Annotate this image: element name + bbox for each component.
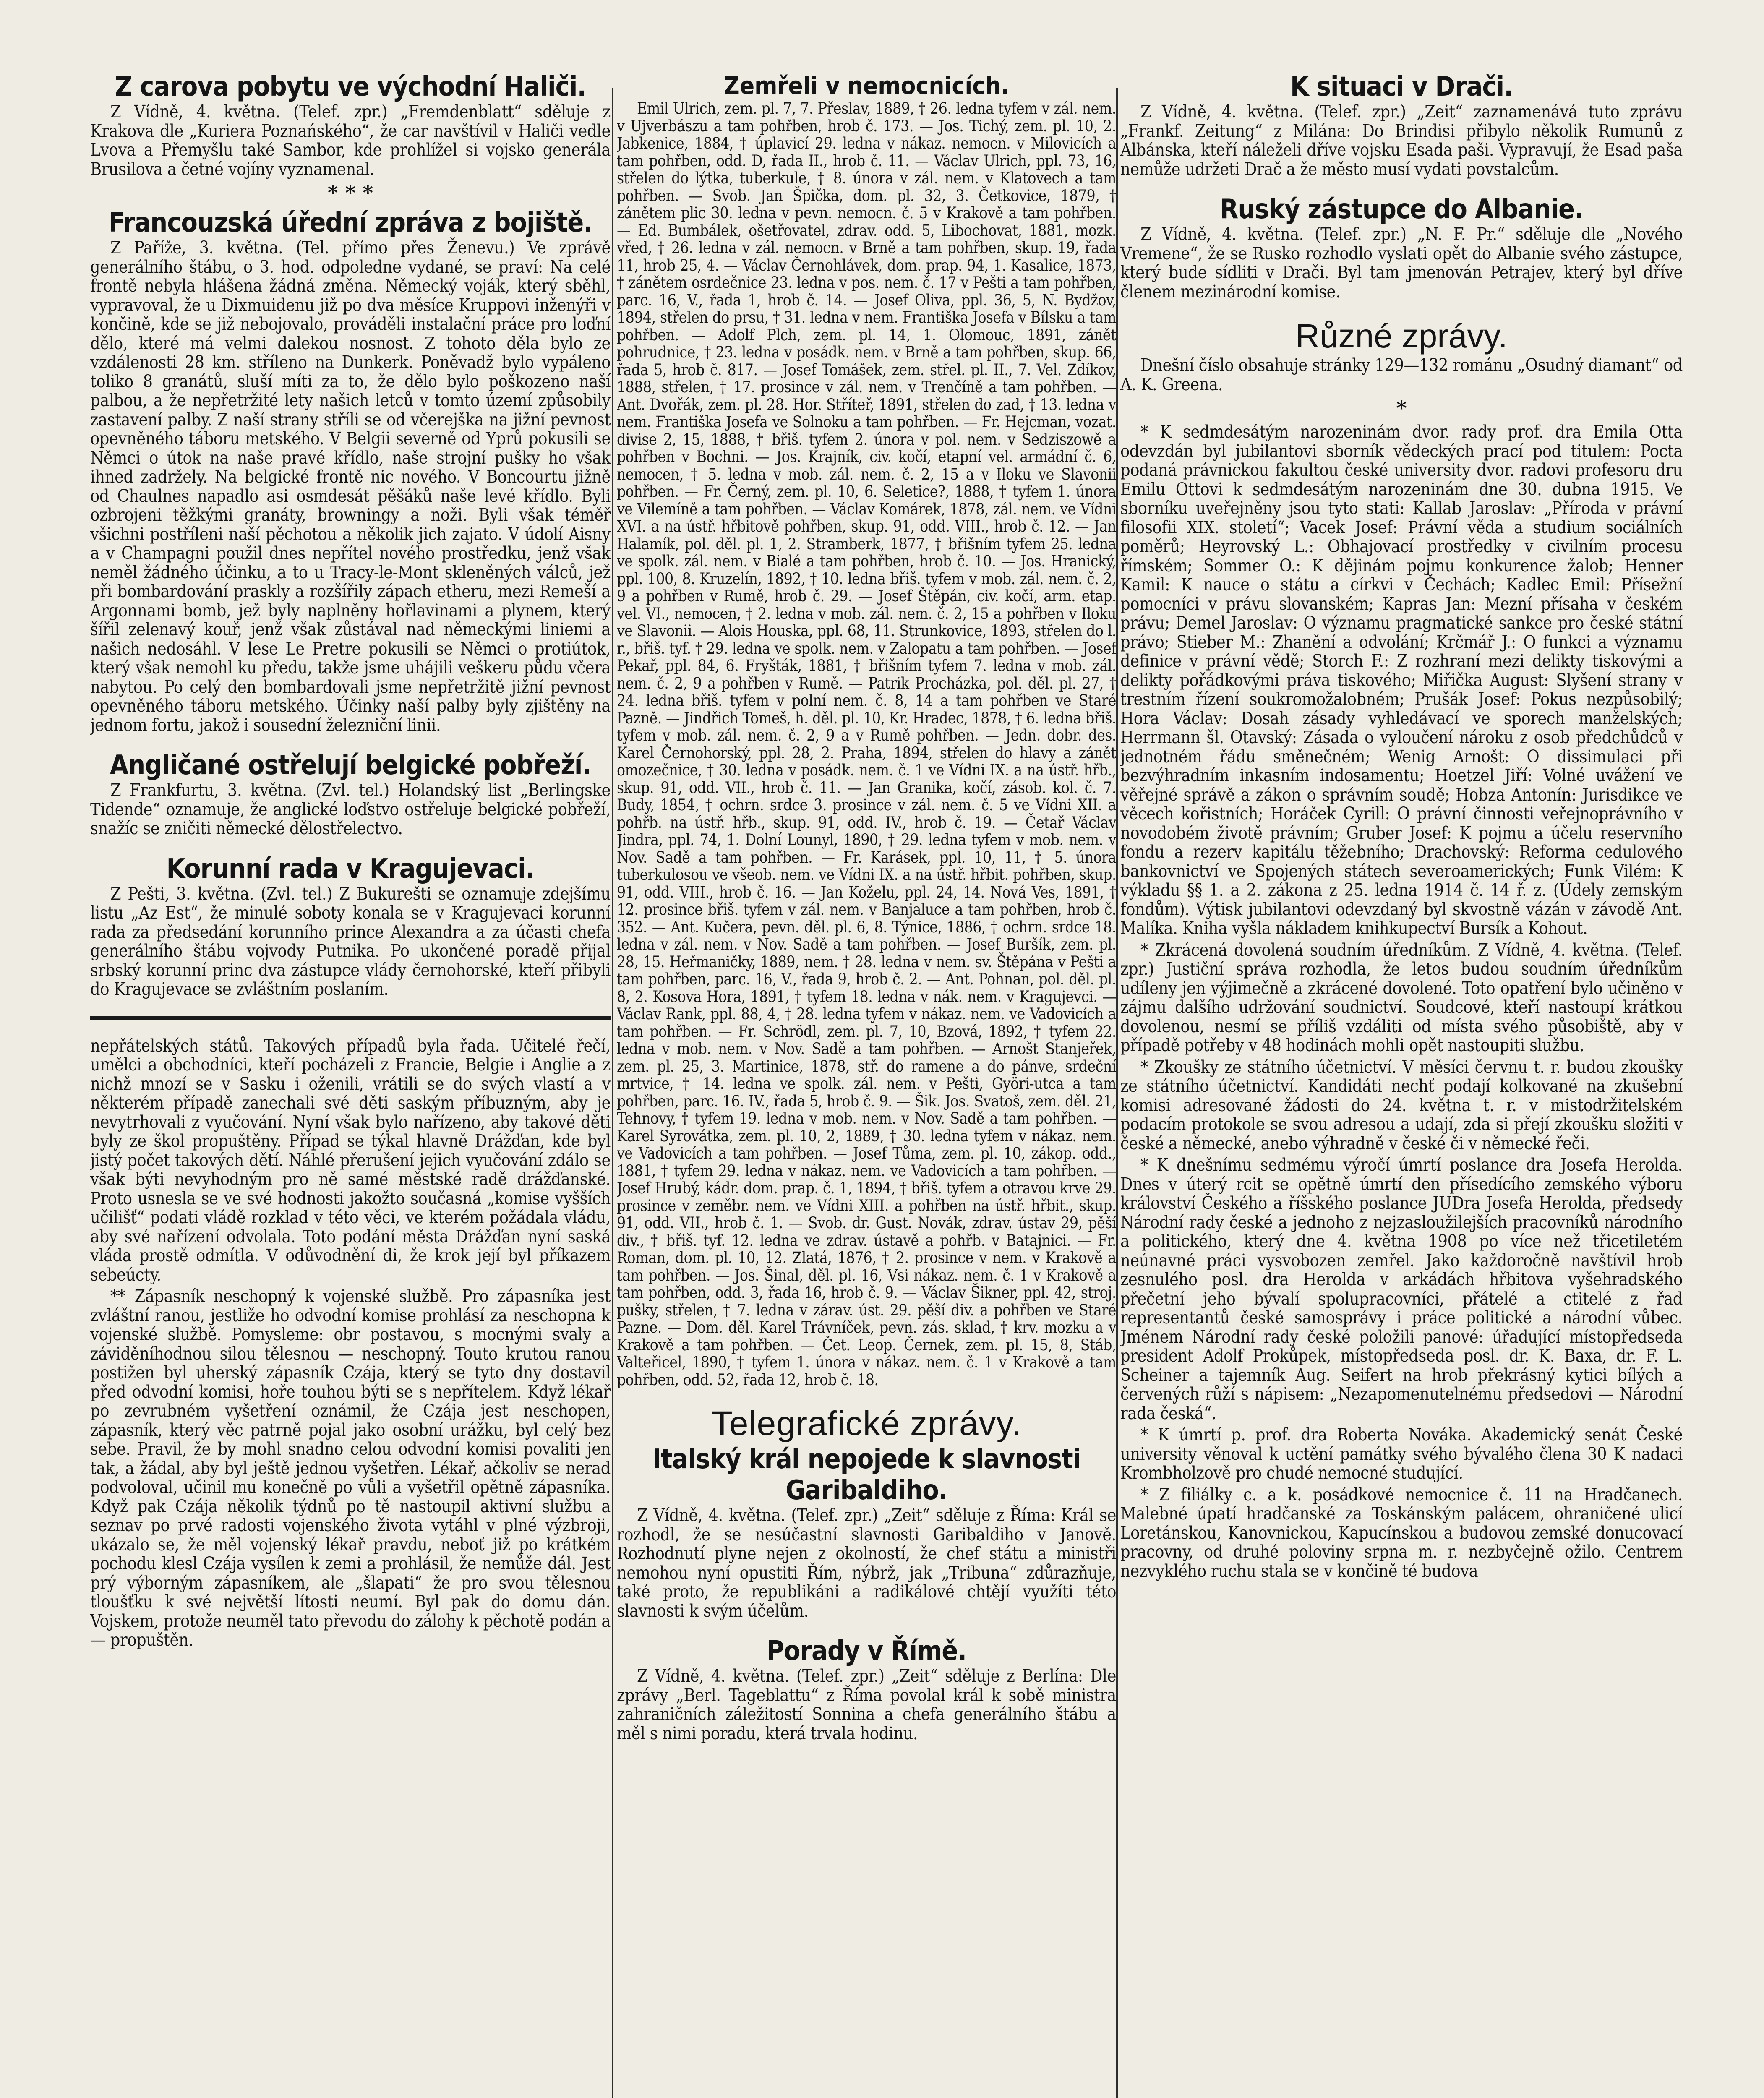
- article-paragraph: Z Paříže, 3. května. (Tel. přímo přes Ženevu.) Ve zprávě generálního štábu, o 3. hod. odpoledne vydané, se praví: Na celé frontě nebyla hlášena žádná změna. Německý voják, který sběhl, vypravoval, že u Dixmuidenu již po dva měsíce Kruppovi inženýři v končině, kde se již nebojovalo, prováděli instalační práce pro loďní dělo, které má velmi dalekou nosnost. Z tohoto děla bylo ze vzdálenosti 28 km. stříleno na Dunkerk. Poněvadž bylo vypáleno toliko 8 granátů, sluší míti za to, že dělo bylo poškozeno naší palbou, a že nepřetržité lety našich letců v tomto území způsobily zastavení palby. Z naší strany stříli se od včerejška na jižní pevnost opevněného táboru metského. V Belgii severně od Yprů pokusili se Němci o útok na naše pravé křídlo, naše strojní pušky ho však ihned zadržely. Na belgické frontě nic nového. V Boncourtu jižně od Chaulnes napadlo asi osmdesát pěšáků naše levé křídlo. Byli ozbrojeni těžkými granáty, browningy a noži. Byli však téměř všichni postříleni naší pěchotou a několik jich zajato. V údolí Aisny a v Champagni použil dnes nepřítel nového prostředku, jenž však neměl žádného účinku, a to u Tracy-le-Mont skleněných válců, jež při bombardování praskly a rozšířily zápach etheru, mezi Remeší a Argonnami bomb, jež byly naplněny hořlavinami a plynem, který šířil zelenavý kouř, jenž však zůstával nad německými liniemi a našich nedosáhl. V lese Le Pretre pokusili se Němci o protiútok, který však nemohl ku předu, takže jsme uhájili veškeru půdu včera nabytou. Po celý den bombardovali jsme nepřetržitě jižní pevnost opevněného táboru metského. Účinky naší palby byly zjištěny na jednom fortu, jakož i sousední železniční linii.: [90, 237, 611, 735]
- column-divider: [1116, 88, 1118, 2098]
- article-paragraph: Z Vídně, 4. května. (Telef. zpr.) „Zeit“ zaznamenává tuto zprávu „Frankf. Zeitung“ z Milána: Do Brindisi přibylo několik Rumunů z Albánska, kteří náleželi dříve vojsku Esada paši. Vypravují, že Esad paša nemůže udržeti Drač a že město musí vydati povstalcům.: [1120, 102, 1683, 179]
- article-heading: Angličané ostřelují belgické pobřeží.: [110, 750, 591, 781]
- article-paragraph: * Z filiálky c. a k. posádkové nemocnice č. 11 na Hradčanech. Malebné úpatí hradčanské za Toskánským palácem, ohraničené ulicí Loretánskou, Kanovnickou, Kapucínskou a budovou zemské donucovací pracovny, od druhé poloviny srpna m. r. nezbyčejně ožilo. Centrem nezvyklého ruchu stala se v končině té budova: [1120, 1484, 1683, 1581]
- column-left: [90, 71, 611, 2098]
- article-paragraph: * K sedmdesátým narozeninám dvor. rady prof. dra Emila Otta odevzdán byl jubilantovi sborník vědeckých prací pod titulem: Pocta podaná právnickou fakultou české university dvor. radovi profesoru dru Emilu Ottovi k sedmdesátým narozeninám dne 30. dubna 1915. Ve sborníku uveřejněny jsou tyto stati: Kallab Jaroslav: „Příroda v právní filosofii XIX. století“; Vacek Josef: Právní věda a studium sociálních poměrů; Heyrovský L.: Obhajovací prostředky v civilním procesu římském; Sommer O.: K dějinám pojmu konkurence žalob; Henner Kamil: K nauce o státu a církvi v Čechách; Kadlec Emil: Přísežní pomocníci v právu slovanském; Kapras Jan: Mezní přísaha v českém právu; Demel Jaroslav: O významu pragmatické sankce pro české státní právo; Stieber M.: Zhanění a odvolání; Krčmář J.: O funkci a významu definice v právní vědě; Storch F.: Z rozhraní mezi delikty tiskovými a delikty pořádkovými práva tiskového; Miřička August: Slyšení strany v trestním řízení soukromožalobném; Prušák Josef: Pokus nezpůsobilý; Hora Václav: Dosah zásady vyhledávací ve sporech manželských; Herrmann šl. Otavský: Zásada o vyloučení nároku z osob předchůdců v jednotném řádu směnečném; Wenig Arnošt: O dissimulaci při bezvýhradním inkasním indosamentu; Hoetzel Jiří: Volné uvážení ve věřejné správě a zákon o správním soudě; Hobza Antonín: Jurisdikce ve věcech kořistních; Horáček Cyrill: O právní činnosti veřejnoprávního v novodobém životě právním; Gruber Josef: K pojmu a účelu reservního fondu a rezerv kapitálu těžebního; Drachovský: Reforma cedulového bankovnictví ve Spojených státech severoamerických; Funk Vilém: K výkladu §§ 1. a 2. zákona z 25. ledna 1914 č. 14 ř. z. (Údely zemským fondům). Výtisk jubilantovi odevzdaný byl skvostně vázán v závodě Ant. Malíka. Kniha vyšla nákladem knihkupectví Bursík a Kohout.: [1120, 422, 1683, 938]
- spacer: [617, 1623, 1116, 1636]
- section-heading: Telegrafické zprávy.: [711, 1404, 1022, 1443]
- spacer: [90, 841, 611, 853]
- article-paragraph: * Zkoušky ze státního účetnictví. V měsíci červnu t. r. budou zkoušky ze státního účetnictví. Kandidáti nechť podají kolkované na zkušební komisi adresované žádosti do 24. května t. r. v mistodržitelském podacím protokole se svou adresou a udají, zda si přejí zkoušku složiti v české a německé, anebo výhradně v české či v německé řeči.: [1120, 1057, 1683, 1153]
- article-heading: Italský král nepojede k slavnosti Garibaldiho.: [652, 1444, 1081, 1506]
- spacer: [617, 1391, 1116, 1404]
- article-heading: Zemřeli v nemocnicích.: [723, 71, 1010, 100]
- article-paragraph: Z Vídně, 4. května. (Telef. zpr.) „Fremdenblatt“ sděluje z Krakova dle „Kuriera Poznańského“, že car navštívil v Haliči vedle Lvova a Přemyšlu také Sambor, kde prohlížel si vojsko generála Brusilova a četné vojíny vyznamenal.: [90, 102, 611, 179]
- spacer: [1120, 181, 1683, 194]
- article-heading: K situaci v Drači.: [1290, 71, 1513, 102]
- article-heading: Ruský zástupce do Albanie.: [1220, 194, 1583, 225]
- article-paragraph: Z Vídně, 4. května. (Telef. zpr.) „Zeit“ sděluje z Berlína: Dle zprávy „Berl. Tageblattu“ z Říma povolal král k sobě ministra zahraničních záležitostí Sonnina a chefa generálního štábu a měl s nimi poradu, která trvala hodinu.: [617, 1666, 1116, 1743]
- article-paragraph: Z Frankfurtu, 3. května. (Zvl. tel.) Holandský list „Berlingske Tidende“ oznamuje, že anglické loďstvo ostřeluje belgické pobřeží, snažíc se zničiti německé dělostřelectvo.: [90, 780, 611, 838]
- column-divider: [612, 88, 613, 2098]
- section-separator-stars: *: [1396, 397, 1407, 420]
- article-heading: Porady v Římě.: [766, 1636, 967, 1667]
- column-middle: [617, 71, 1116, 2098]
- casualty-list: Emil Ulrich, zem. pl. 7, 7. Přeslav, 1889, † 26. ledna tyfem v zál. nem. v Ujverbászu a tam pohřben, hrob č. 173. — Jos. Tichý, zem. pl. 10, 2. Jabkenice, 1884, † úplavicí 29. ledna v nákaz. nemocn. v Milovicích a tam pohřben, odd. D, řada II., hrob č. 11. — Václav Ulrich, ppl. 73, 16, střelen do lýtka, tuberkule, † 8. února v zál. nem. v Klatovech a tam pohřben. — Svob. Jan Špička, dom. pl. 32, 3. Četkovice, 1879, † zánětem plic 30. ledna v pevn. nemocn. č. 5 v Krakově a tam pohřben. — Ed. Bumbálek, ošetřovatel, zdrav. odd. 5, Libochovat, 1881, mozk. vřed, † 26. ledna v zál. nemocn. v Brně a tam pohřben, skup. 19, řada 11, hrob 25, 4. — Václav Černohlávek, dom. prap. 94, 1. Kasalice, 1873, † zánětem osrdečnice 23. ledna v pos. nem. č. 17 v Pešti a tam pohřben, parc. 16, V., řada 1, hrob č. 14. — Josef Oliva, ppl. 36, 5, N. Bydžov, 1894, střelen do prsu, † 31. ledna v nem. Františka Josefa v Bílsku a tam pohřben. — Adolf Plch, zem. pl. 14, 1. Olomouc, 1891, zánět pohrudnice, † 23. ledna v posádk. nem. v Brně a tam pohřben, skup. 66, řada 5, hrob č. 817. — Josef Tomášek, zem. střel. pl. II., 7. Vel. Zdíkov, 1888, střelen, † 17. prosince v zál. nem. v Trenčíně a tam pohřben. — Ant. Dvořák, zem. pl. 28. Hor. Stříteř, 1891, střelen do zad, † 13. ledna v nem. Františka Josefa ve Solnoku a tam pohřben. — Fr. Hejcman, vozat. divise 2, 15, 1888, † břiš. tyfem 2. února v pol. nem. v Sedziszowě a pohřben v Bochni. — Jos. Krajník, civ. kočí, etapní vel. armádní č. 6, nemocen, † 5. ledna v mob. zál. nem. č. 2, 15 a v Iloku ve Slavonii pohřben. — Fr. Černý, zem. pl. 10, 6. Seletice?, 1888, † tyfem 1. února ve Vilemíně a tam pohřben. — Václav Komárek, 1878, zál. nem. ve Vídni XVI. a na ústř. hřbitově pohřben, skup. 91, odd. VIII., hrob č. 12. — Jan Halamík, pol. děl. pl. 1, 2. Stramberk, 1877, † břišním tyfem 25. ledna ve spolk. zál. nem. v Bialé a tam pohřben, hrob č. 10. — Jos. Hranický, ppl. 100, 8. Kruzelín, 1892, † 10. ledna břiš. tyfem v mob. zál. nem. č. 2, 9 a pohřben v Rumě, hrob č. 29. — Josef Štěpán, civ. kočí, arm. etap. vel. VI., nemocen, † 2. ledna v mob. zál. nem. č. 2, 15 a pohřben v Iloku ve Slavonii. — Alois Houska, ppl. 68, 11. Strunkovice, 1893, střelen do l. r., břiš. tyf. † 29. ledna ve spolk. nem. v Zalopatu a tam pohřben. — Josef Pekař, ppl. 84, 6. Fryšták, 1881, † břišním tyfem 7. ledna v mob. zál. nem. č. 2, 9 a pohřben v Rumě. — Patrik Procházka, pol. děl. pl. 27, † 24. ledna břiš. tyfem v polní nem. č. 8, 14 a tam pohřben ve Staré Pazně. — Jindřich Tomeš, h. děl. pl. 10, Kr. Hradec, 1878, † 6. ledna břiš. tyfem v mob. zál. nem. č. 2, 9 a v Rumě pohřben. — Jedn. dobr. des. Karel Černohorský, ppl. 28, 2. Praha, 1894, střelen do hlavy a zánět omozečnice, † 30. ledna v posádk. nem. č. 1 ve Vídni IX. a na ústř. hřb., skup. 91, odd. VII., hrob č. 11. — Jan Granika, kočí, zásob. kol. č. 7. Budy, 1854, † ochrn. srdce 3. prosince v zál. nem. č. 5 ve Vídni XII. a pohřb. na ústř. hřb., skup. 91, odd. IV., hrob č. 19. — Četař Václav Jindra, ppl. 74, 1. Dolní Lounyl, 1890, † 29. ledna tyfem v mob. nem. v Nov. Sadě a tam pohřben. — Fr. Karásek, ppl. 10, 11, † 5. února tuberkulosou ve všeob. nem. ve Vídni IX. a na ústř. hřbit. pohřben, skup. 91, odd. VIII., hrob č. 16. — Jan Koželu, ppl. 24, 14. Nová Ves, 1891, † 12. prosince břiš. tyfem v zál. nem. v Banjaluce a tam pohřben, hrob č. 352. — Ant. Kučera, pevn. děl. pl. 6, 8. Týnice, 1886, † ochrn. srdce 18. ledna v zál. nem. v Nov. Sadě a tam pohřben. — Josef Buršík, zem. pl. 28, 15. Heřmaničky, 1889, nem. † 28. ledna v nem. sv. Štěpána v Pešti a tam pohřben, parc. 16, V., řada 9, hrob č. 2. — Ant. Pohnan, pol. děl. pl. 8, 2. Kosova Hora, 1891, † tyfem 18. ledna v nák. nem. v Kragujevci. — Václav Rank, ppl. 88, 4, † 28. ledna tyfem v nákaz. nem. ve Vadovicích a tam pohřben. — Fr. Schrödl, zem. pl. 7, 10, Bzová, 1892, † tyfem 22. ledna v mob. nem. v Nov. Sadě a tam pohřben. — Arnošt Stanjeřek, zem. pl. 25, 3. Martinice, 1878, stř. do ramene a do pánve, srdeční mrtvice, † 14. ledna ve spolk. zál. nem. v Pešti, Györi-utca a tam pohřben, parc. 16. IV., řada 5, hrob č. 9. — Šik. Jos. Svatoš, zem. děl. 21, Tehnovy, † tyfem 19. ledna v mob. nem. v Nov. Sadě a tam pohřben. — Karel Syrovátka, zem. pl. 10, 2, 1889, † 30. ledna tyfem v nákaz. nem. ve Vadovicích a tam pohřben. — Josef Tůma, zem. pl. 10, zákop. odd., 1881, † tyfem 29. ledna v nákaz. nem. ve Vadovicích a tam pohřben. — Josef Hrubý, kádr. dom. prap. č. 1, 1894, † břiš. tyfem a otravou krve 29. prosince v zeměbr. nem. ve Vídni XIII. a pohřben na ústř. hřbit., skup. 91, odd. VII., hrob č. 1. — Svob. dr. Gust. Novák, zdrav. ústav 29, pěší div., † břiš. tyf. 12. ledna ve zdrav. ústavě a pohřb. v Batajnici. — Fr. Roman, dom. pl. 10, 12. Zlatá, 1876, † 2. prosince v nem. v Krakově a tam pohřben. — Jos. Šinal, děl. pl. 16, Vsi nákaz. nem. č. 1 v Krakově a tam pohřben, odd. 3, řada 16, hrob č. 9. — Václav Šikner, ppl. 42, stroj. pušky, střelen, † 7. ledna v zárav. úst. 29. pěší div. a pohřben ve Staré Pazne. — Dom. děl. Karel Trávníček, pevn. zás. sklad, † krv. mozku a v Krakově a tam pohřben. — Čet. Leop. Černek, zem. pl. 15, 8, Stáb, Valteřicel, 1890, † tyfem 1. února v nákaz. nem. č. 1 v Krakově a tam pohřben, odd. 52, řada 12, hrob č. 18.: [617, 99, 1116, 1389]
- article-paragraph: ** Zápasník neschopný k vojenské službě. Pro zápasníka jest zvláštní ranou, jestliže ho odvodní komise prohlásí za neschopna k vojenské službě. Pomysleme: obr postavou, s mocnými svaly a záviděníhodnou silou tělesnou — neschopný. Touto krutou ranou postižen byl uherský zápasník Czája, který se tyto dny dostavil před odvodní komisi, hoře touhou býti se s nepřítelem. Když lékař po zevrubném vyšetření oznámil, že Czája jest neschopen, zápasník, který věc patrně pojal jako osobní urážku, byl celý bez sebe. Pravil, že by mohl snadno celou odvodní komisi povaliti jen tak, a žádal, aby byl ještě jednou vyšetřen. Lékař, ačkoliv se nerad podvoloval, učinil mu konečně po vůli a vyšetřil opětně zápasníka. Když pak Czája několik týdnů po tě nastoupil aktivní službu a seznav po prvé radosti vojenského života vytáhl v plné výzbroji, ukázalo se, že měl vojenský lékař pravdu, neboť již po krátkém pochodu klesl Czája vysílen k zemi a prohlásil, že nemůže dál. Jest prý výborným zápasníkem, ale „šlapati“ že pro svou tělesnou tloušťku k své největší lítosti neumí. Byl pak do domu dán. Vojskem, protože neuměl tato převodu do zálohy k pěchotě podán a — propuštěn.: [90, 1286, 611, 1650]
- article-paragraph: Z Vídně, 4. května. (Telef. zpr.) „N. F. Pr.“ sděluje dle „Nového Vremene“, že se Rusko rozhodlo vyslati opět do Albanie svého zástupce, který bude sídliti v Drači. Byl tam jmenován Petrajev, který byl dříve členem mezinárodní komise.: [1120, 224, 1683, 302]
- article-paragraph: * K úmrtí p. prof. dra Roberta Nováka. Akademický senát České university věnoval k uctění památky svého bývalého člena 30 K nadaci Krombholzově pro chudé nemocné studující.: [1120, 1425, 1683, 1483]
- article-paragraph: nepřátelských států. Takových případů byla řada. Učitelé řečí, umělci a obchodníci, kteří pocházeli z Francie, Belgie i Anglie a z nichž mnozí se v Sasku i oženili, vrátili se do svých vlastí a v některém případě zanechali své děti saským příbuzným, aby je nevytrhovali z vyučování. Nyní však bylo nařízeno, aby takové děti byly ze škol propuštěny. Případ se týkal hlavně Drážďan, kde byl jistý počet takových dětí. Náhlé přerušení jejich vyučování zdálo se však býti nevyhodným pro ně samé městské radě drážďanské. Proto usnesla se ve své hodnosti jakožto současná „komise vyšších učilišť“ podati vládě rozklad v této věci, ve kterém požádala vládu, aby své nařízení odvolala. Toto podání města Drážďan nyní saská vláda prostě odmítla. V odůvodnění di, že krok její byl příkazem sebeúcty.: [90, 1035, 611, 1285]
- article-paragraph: * K dnešnímu sedmému výročí úmrtí poslance dra Josefa Herolda. Dnes v úterý rcit se opětně úmrtí den přísedícího zemského výboru království Českého a říšského poslance JUDra Josefa Herolda, předsedy Národní rady české a jednoho z nejzasloužilejších pracovníků národního a politického, který dne 4. května 1908 po více než třicetiletém neúnavné práci vysvobozen zemřel. Jako každoročně navštívil hrob zesnulého posl. dra Herolda v arkádách hřbitova vyšehradského přečetní jeho bývalí spolupracovníci, přátelé a ctitelé z řad representantů české samosprávy i práce politické a národní vůbec. Jménem Národní rady české položili panové: úřadující místopředseda president Adolf Prokůpek, místopředseda posl. dr. K. Baxa, dr. F. L. Scheiner a tajemník Aug. Seifert na hrob překrásný kytici bílých a červených růží s nápisem: „Nezapomenutelnému předsedovi — Národní rada česká“.: [1120, 1155, 1683, 1423]
- article-paragraph: * Zkrácená dovolená soudním úředníkům. Z Vídně, 4. května. (Telef. zpr.) Justiční správa rozhodla, že letos budou soudním úředníkům udíleny jen výjimečně a zkrácené dovolené. Toto opatření bylo učiněno v zájmu dalšího udržování soudnictví. Soudcové, kteří nastoupí krátkou dovolenou, nesmí se příliš vzdáliti od místa svého působiště, aby v případě potřeby v 48 hodinách mohli opět nastoupiti službu.: [1120, 939, 1683, 1055]
- section-separator-stars: * * *: [327, 181, 373, 205]
- article-paragraph: Z Vídně, 4. května. (Telef. zpr.) „Zeit“ sděluje z Říma: Král se rozhodl, že se nesúčastní slavnosti Garibaldiho v Janově. Rozhodnutí plyne nejen z okolností, že chef státu a ministři nemohou nyní opustiti Řím, nýbrž, jak „Tribuna“ zdůrazňuje, také proto, že republikáni a radikálové chtějí využíti této slavnosti k svým účelům.: [617, 1505, 1116, 1621]
- article-paragraph: Dnešní číslo obsahuje stránky 129—132 románu „Osudný diamant“ od A. K. Greena.: [1120, 355, 1683, 394]
- article-heading: Z carova pobytu ve východní Haliči.: [115, 71, 586, 102]
- article-heading: Korunní rada v Kragujevaci.: [166, 853, 535, 885]
- section-heading: Různé zprávy.: [1295, 317, 1508, 355]
- spacer: [90, 737, 611, 750]
- spacer: [1120, 304, 1683, 316]
- section-rule: [90, 1016, 611, 1020]
- column-right: [1120, 71, 1683, 2098]
- article-paragraph: Z Pešti, 3. května. (Zvl. tel.) Z Bukurešti se oznamuje zdejšímu listu „Az Est“, že minulé soboty konala se v Kragujevaci korunní rada za předsedání korunního prince Alexandra a za účasti chefa generálního štábu vojvody Putnika. Po ukončené poradě přijal srbský korunní princ dva zástupce vlády černohorské, kteří přibyli do Kragujevace se zvláštním poslaním.: [90, 883, 611, 999]
- article-heading: Francouzská úřední zpráva z bojiště.: [108, 207, 592, 238]
